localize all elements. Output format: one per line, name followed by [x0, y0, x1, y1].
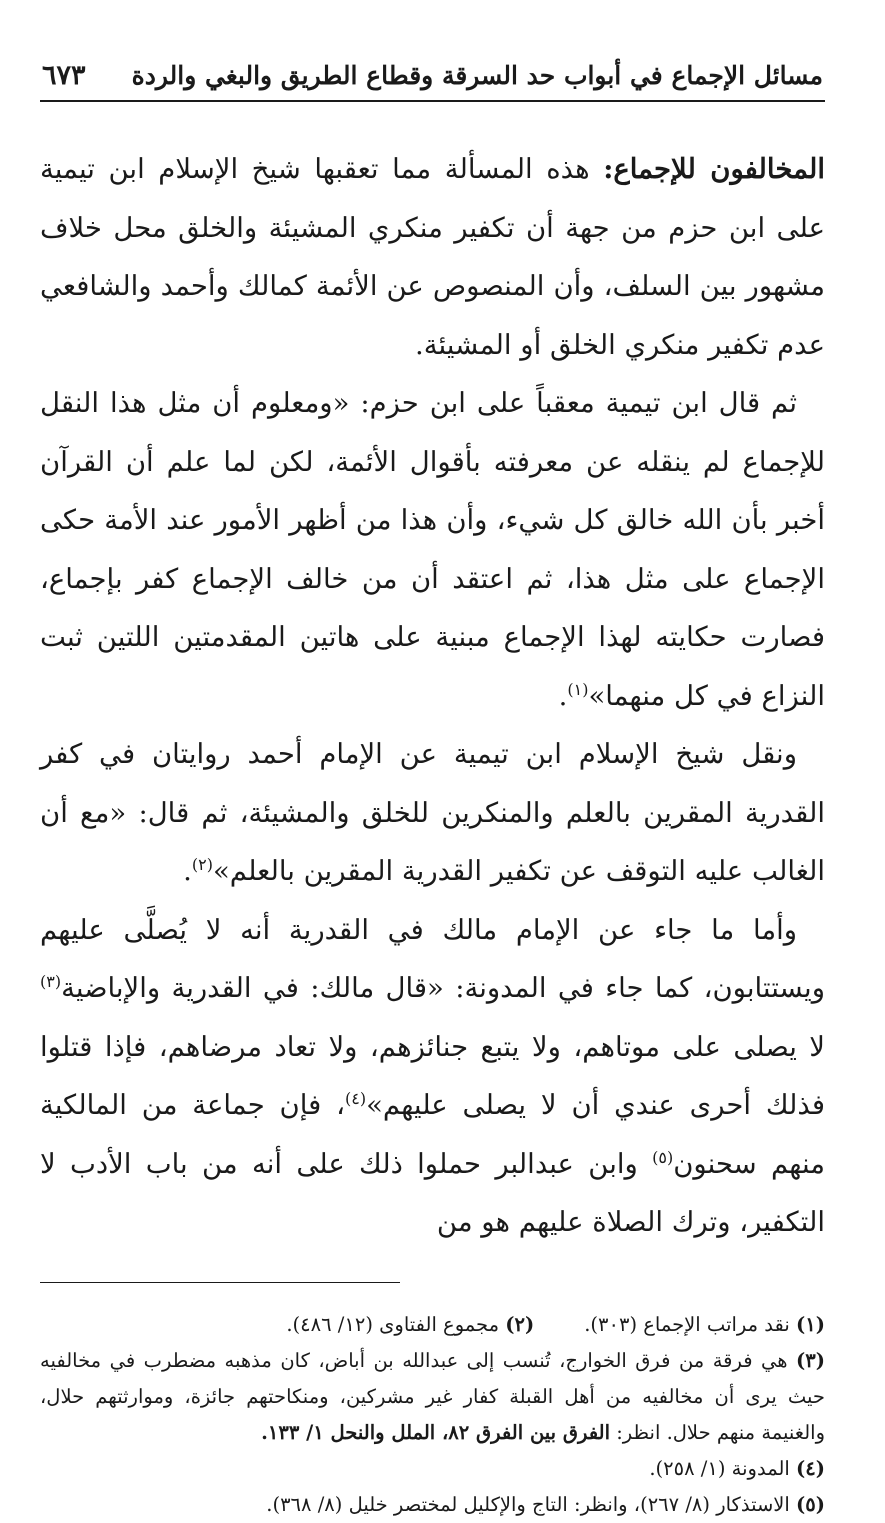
footnote-source: الفرق بين الفرق ٨٢، الملل والنحل ١/ ١٣٣.	[261, 1420, 610, 1444]
footnote-number: (٤)	[796, 1456, 825, 1480]
paragraph-ibn-taymiyya-quote	[40, 374, 825, 725]
footnote-number: (٥)	[796, 1492, 825, 1516]
footnote-row	[40, 1307, 825, 1343]
paragraph-ahmad-narrations	[40, 725, 825, 901]
footnote-text: المدونة (١/ ٢٥٨).	[649, 1456, 790, 1480]
footnote-text: مجموع الفتاوى (١٢/ ٤٨٦).	[286, 1312, 500, 1336]
paragraph-dissenters	[40, 140, 825, 374]
footnote-4	[40, 1451, 825, 1487]
footnote-number: (٣)	[796, 1348, 825, 1372]
paragraph-text: هذه المسألة مما تعقبها شيخ الإسلام ابن تيمية على ابن حزم من جهة أن تكفير منكري المشيئة والخلق محل خلاف مشهور بين السلف، وأن المنصوص عن الأئمة كمالك وأحمد والشافعي عدم تكفير منكري الخلق أو المشيئة.	[40, 153, 825, 361]
footnote-text: الاستذكار (٨/ ٢٦٧)، وانظر: التاج والإكليل لمختصر خليل (٨/ ٣٦٨).	[266, 1492, 790, 1516]
footnote-text: هي فرقة من فرق الخوارج، تُنسب إلى عبدالله بن أباض، كان مذهبه مضطرب في مخالفيه حيث يرى أن مخالفيه من أهل القبلة كفار غير مشركين، ومنكاحتهم جائزة، وموارثتهم حلال، والغنيمة منهم حلال. انظر:	[40, 1348, 825, 1444]
footnote-reference[interactable]: (٤)	[345, 1088, 367, 1108]
footnotes	[40, 1307, 825, 1523]
paragraph-text: وابن عبدالبر حملوا ذلك على أنه من باب الأدب لا التكفير، وترك الصلاة عليهم هو من	[40, 1147, 825, 1238]
page-number: ٦٧٣	[42, 60, 86, 91]
footnote-text: نقد مراتب الإجماع (٣٠٣).	[584, 1312, 790, 1336]
book-page	[40, 56, 825, 1516]
footnote-reference[interactable]: (٥)	[652, 1147, 674, 1167]
paragraph-end: .	[558, 679, 568, 712]
paragraph-malik-qadariyya	[40, 901, 825, 1252]
footnote-1	[584, 1307, 825, 1343]
main-text	[40, 140, 825, 1252]
paragraph-text: لا يصلى على موتاهم، ولا يتبع جنائزهم، ولا تعاد مرضاهم، فإذا قتلوا فذلك أحرى عندي أن لا يصلى عليهم»	[40, 1030, 825, 1121]
footnote-number: (٢)	[505, 1312, 535, 1336]
footnote-number: (١)	[796, 1312, 825, 1336]
footnote-3	[40, 1343, 825, 1451]
paragraph-text: ، فإن جماعة من المالكية منهم سحنون	[40, 1089, 825, 1180]
footnote-divider	[40, 1282, 400, 1283]
footnote-5	[40, 1487, 825, 1523]
running-title: مسائل الإجماع في أبواب حد السرقة وقطاع الطريق والبغي والردة	[131, 61, 823, 90]
paragraph-text: وأما ما جاء عن الإمام مالك في القدرية أنه لا يُصلَّى عليهم ويستتابون، كما جاء في المدونة: «قال مالك: في القدرية والإباضية	[40, 913, 825, 1004]
footnote-reference[interactable]: (٣)	[40, 971, 62, 991]
section-label: المخالفون للإجماع:	[603, 153, 825, 185]
paragraph-text: ثم قال ابن تيمية معقباً على ابن حزم: «ومعلوم أن مثل هذا النقل للإجماع لم ينقله عن معرفته بأقوال الأئمة، لكن لما علم أن القرآن أخبر بأن الله خالق كل شيء، وأن هذا من أظهر الأمور عند الأمة حكى الإجماع على مثل هذا، ثم اعتقد أن من خالف الإجماع كفر بإجماع، فصارت حكايته لهذا الإجماع مبنية على هاتين المقدمتين اللتين ثبت النزاع في كل منهما»	[40, 387, 825, 712]
footnote-reference[interactable]: (١)	[567, 679, 589, 699]
footnote-reference[interactable]: (٢)	[191, 854, 213, 874]
running-header	[40, 56, 825, 102]
paragraph-end: .	[183, 855, 192, 887]
footnote-2	[286, 1307, 534, 1343]
paragraph-text: ونقل شيخ الإسلام ابن تيمية عن الإمام أحمد روايتان في كفر القدرية المقرين بالعلم والمنكرين للخلق والمشيئة، ثم قال: «مع أن الغالب عليه التوقف عن تكفير القدرية المقرين بالعلم»	[40, 738, 825, 887]
